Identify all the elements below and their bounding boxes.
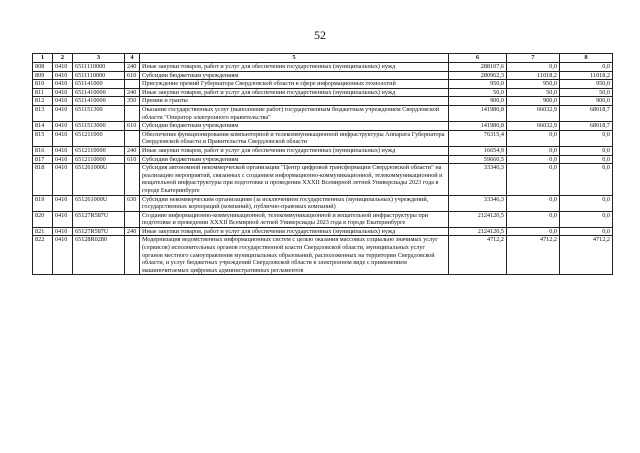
amount-col-6: 141980,8 xyxy=(449,122,507,131)
table-row xyxy=(33,164,613,195)
expense-type-code xyxy=(125,164,140,195)
target-article-code: 651151300 xyxy=(73,105,125,121)
amount-col-7: 0,0 xyxy=(507,146,560,155)
target-article-code: 6512110000 xyxy=(73,155,125,164)
amount-col-7: 0,0 xyxy=(507,164,560,195)
expense-type-code: 240 xyxy=(125,63,140,72)
section-code: 0410 xyxy=(53,236,73,275)
target-article-code: 6511513000 xyxy=(73,122,125,131)
amount-col-8: 50,0 xyxy=(560,88,613,97)
amount-col-8: 4712,2 xyxy=(560,236,613,275)
header-cell-3: 3 xyxy=(73,54,125,63)
section-code: 0410 xyxy=(53,105,73,121)
expense-type-code xyxy=(125,105,140,121)
header-cell-8: 8 xyxy=(560,54,613,63)
table-row xyxy=(33,155,613,164)
table-row xyxy=(33,88,613,97)
target-article-code: 6511110000 xyxy=(73,63,125,72)
target-article-code: 6512110000 xyxy=(73,146,125,155)
row-number: 821 xyxy=(33,227,53,236)
item-name: Субсидии бюджетным учреждениям xyxy=(140,122,449,131)
section-code: 0410 xyxy=(53,227,73,236)
row-number: 817 xyxy=(33,155,53,164)
row-number: 813 xyxy=(33,105,53,121)
amount-col-7: 0,0 xyxy=(507,195,560,211)
section-code: 0410 xyxy=(53,63,73,72)
table-row xyxy=(33,97,613,106)
row-number: 810 xyxy=(33,80,53,89)
table-row xyxy=(33,236,613,275)
table-row xyxy=(33,211,613,227)
section-code: 0410 xyxy=(53,146,73,155)
target-article-code: 65127R587U xyxy=(73,227,125,236)
row-number: 815 xyxy=(33,130,53,146)
expense-type-code xyxy=(125,130,140,146)
amount-col-6: 33346,3 xyxy=(449,164,507,195)
section-code: 0410 xyxy=(53,155,73,164)
target-article-code: 651261000U xyxy=(73,164,125,195)
row-number: 814 xyxy=(33,122,53,131)
item-name: Премии и гранты xyxy=(140,97,449,106)
expense-type-code: 610 xyxy=(125,71,140,80)
amount-col-6: 900,0 xyxy=(449,97,507,106)
amount-col-7: 900,0 xyxy=(507,97,560,106)
item-name: Иные закупки товаров, работ и услуг для обеспечения государственных (муниципальных) нужд xyxy=(140,88,449,97)
amount-col-8: 950,0 xyxy=(560,80,613,89)
row-number: 809 xyxy=(33,71,53,80)
section-code: 0410 xyxy=(53,211,73,227)
item-name: Создание информационно-коммуникационной, телекоммуникационной и вещательной инфраструктуры при подготовке и проведении XXXII Всемирной летней Универсиады 2023 года в городе Екатеринбурге xyxy=(140,211,449,227)
amount-col-6: 76315,4 xyxy=(449,130,507,146)
amount-col-6: 141980,8 xyxy=(449,105,507,121)
amount-col-7: 0,0 xyxy=(507,63,560,72)
table-row xyxy=(33,105,613,121)
header-cell-7: 7 xyxy=(507,54,560,63)
row-number: 818 xyxy=(33,164,53,195)
amount-col-7: 50,0 xyxy=(507,88,560,97)
item-name: Оказание государственных услуг (выполнение работ) государственным бюджетным учреждением Свердловской области "Оператор электронного правительства" xyxy=(140,105,449,121)
amount-col-6: 2124120,5 xyxy=(449,227,507,236)
item-name: Обеспечение функционирования компьютерной и телекоммуникационной инфраструктуры Аппарата Губернатора Свердловской области и Правительства Свердловской области xyxy=(140,130,449,146)
table-row xyxy=(33,146,613,155)
amount-col-6: 280962,3 xyxy=(449,71,507,80)
amount-col-6: 16654,9 xyxy=(449,146,507,155)
table-row xyxy=(33,122,613,131)
table-row xyxy=(33,195,613,211)
header-cell-5: 5 xyxy=(140,54,449,63)
amount-col-8: 0,0 xyxy=(560,211,613,227)
amount-col-7: 0,0 xyxy=(507,155,560,164)
target-article-code: 651211000 xyxy=(73,130,125,146)
amount-col-8: 11018,2 xyxy=(560,71,613,80)
table-row xyxy=(33,63,613,72)
section-code: 0410 xyxy=(53,122,73,131)
amount-col-7: 0,0 xyxy=(507,227,560,236)
expense-type-code: 610 xyxy=(125,155,140,164)
amount-col-6: 950,0 xyxy=(449,80,507,89)
section-code: 0410 xyxy=(53,164,73,195)
row-number: 812 xyxy=(33,97,53,106)
table-row xyxy=(33,80,613,89)
amount-col-7: 0,0 xyxy=(507,130,560,146)
expense-type-code: 240 xyxy=(125,146,140,155)
amount-col-8: 0,0 xyxy=(560,164,613,195)
target-article-code: 6511410000 xyxy=(73,88,125,97)
amount-col-8: 0,0 xyxy=(560,227,613,236)
item-name: Субсидии бюджетным учреждениям xyxy=(140,71,449,80)
amount-col-7: 66032,9 xyxy=(507,105,560,121)
expense-type-code: 610 xyxy=(125,122,140,131)
expense-type-code xyxy=(125,236,140,275)
amount-col-6: 2124120,5 xyxy=(449,211,507,227)
amount-col-7: 11018,2 xyxy=(507,71,560,80)
amount-col-8: 0,0 xyxy=(560,130,613,146)
amount-col-6: 33346,3 xyxy=(449,195,507,211)
target-article-code: 65128R0280 xyxy=(73,236,125,275)
amount-col-7: 0,0 xyxy=(507,211,560,227)
amount-col-8: 68018,7 xyxy=(560,105,613,121)
budget-table xyxy=(32,53,613,275)
amount-col-8: 0,0 xyxy=(560,146,613,155)
table-body xyxy=(33,63,613,275)
expense-type-code xyxy=(125,211,140,227)
expense-type-code: 630 xyxy=(125,195,140,211)
target-article-code: 651141000 xyxy=(73,80,125,89)
section-code: 0410 xyxy=(53,71,73,80)
header-cell-1: 1 xyxy=(33,54,53,63)
amount-col-7: 950,0 xyxy=(507,80,560,89)
table-row xyxy=(33,130,613,146)
header-cell-2: 2 xyxy=(53,54,73,63)
item-name: Модернизация ведомственных информационных систем с целью оказания массовых социально значимых услуг (сервисов) исполнительных органов государственной власти Свердловской области, муниципальных услуг органов местного самоуправления муниципальных образований, расположенных на территории Свердловской области, и услуг бюджетных учреждений Свердловской области в электронном виде с применением машиночитаемых цифровых административных регламентов xyxy=(140,236,449,275)
table-row xyxy=(33,71,613,80)
section-code: 0410 xyxy=(53,88,73,97)
item-name: Иные закупки товаров, работ и услуг для обеспечения государственных (муниципальных) нужд xyxy=(140,63,449,72)
amount-col-6: 4712,2 xyxy=(449,236,507,275)
section-code: 0410 xyxy=(53,130,73,146)
row-number: 816 xyxy=(33,146,53,155)
amount-col-6: 59660,5 xyxy=(449,155,507,164)
expense-type-code xyxy=(125,80,140,89)
section-code: 0410 xyxy=(53,195,73,211)
table-header xyxy=(33,54,613,63)
table-row xyxy=(33,227,613,236)
amount-col-8: 68018,7 xyxy=(560,122,613,131)
header-cell-6: 6 xyxy=(449,54,507,63)
amount-col-8: 0,0 xyxy=(560,63,613,72)
expense-type-code: 240 xyxy=(125,88,140,97)
amount-col-7: 4712,2 xyxy=(507,236,560,275)
item-name: Иные закупки товаров, работ и услуг для обеспечения государственных (муниципальных) нужд xyxy=(140,227,449,236)
row-number: 820 xyxy=(33,211,53,227)
section-code: 0410 xyxy=(53,80,73,89)
amount-col-6: 50,0 xyxy=(449,88,507,97)
item-name: Субсидия автономной некоммерческой организации "Центр цифровой трансформации Свердловской области" на реализацию мероприятий, связанных с созданием информационно-коммуникационной, телекоммуникационной и вещательной инфраструктуры при подготовке и проведении XXXII Всемирной летней Универсиады 2023 года в городе Екатеринбурге xyxy=(140,164,449,195)
amount-col-8: 900,0 xyxy=(560,97,613,106)
row-number: 808 xyxy=(33,63,53,72)
expense-type-code: 240 xyxy=(125,227,140,236)
target-article-code: 65127R587U xyxy=(73,211,125,227)
row-number: 819 xyxy=(33,195,53,211)
row-number: 811 xyxy=(33,88,53,97)
item-name: Субсидии бюджетным учреждениям xyxy=(140,155,449,164)
header-row xyxy=(33,54,613,63)
target-article-code: 651261000U xyxy=(73,195,125,211)
amount-col-6: 288107,6 xyxy=(449,63,507,72)
section-code: 0410 xyxy=(53,97,73,106)
header-cell-4: 4 xyxy=(125,54,140,63)
item-name: Присуждение премий Губернатора Свердловской области в сфере информационных технологий xyxy=(140,80,449,89)
target-article-code: 6511410000 xyxy=(73,97,125,106)
amount-col-8: 0,0 xyxy=(560,155,613,164)
item-name: Субсидии некоммерческим организациям (за исключением государственных (муниципальных) учреждений, государственных корпораций (компаний), публично-правовых компаний) xyxy=(140,195,449,211)
target-article-code: 6511110000 xyxy=(73,71,125,80)
page-number: 52 xyxy=(314,28,326,42)
expense-type-code: 350 xyxy=(125,97,140,106)
row-number: 822 xyxy=(33,236,53,275)
amount-col-8: 0,0 xyxy=(560,195,613,211)
item-name: Иные закупки товаров, работ и услуг для обеспечения государственных (муниципальных) нужд xyxy=(140,146,449,155)
amount-col-7: 66032,9 xyxy=(507,122,560,131)
